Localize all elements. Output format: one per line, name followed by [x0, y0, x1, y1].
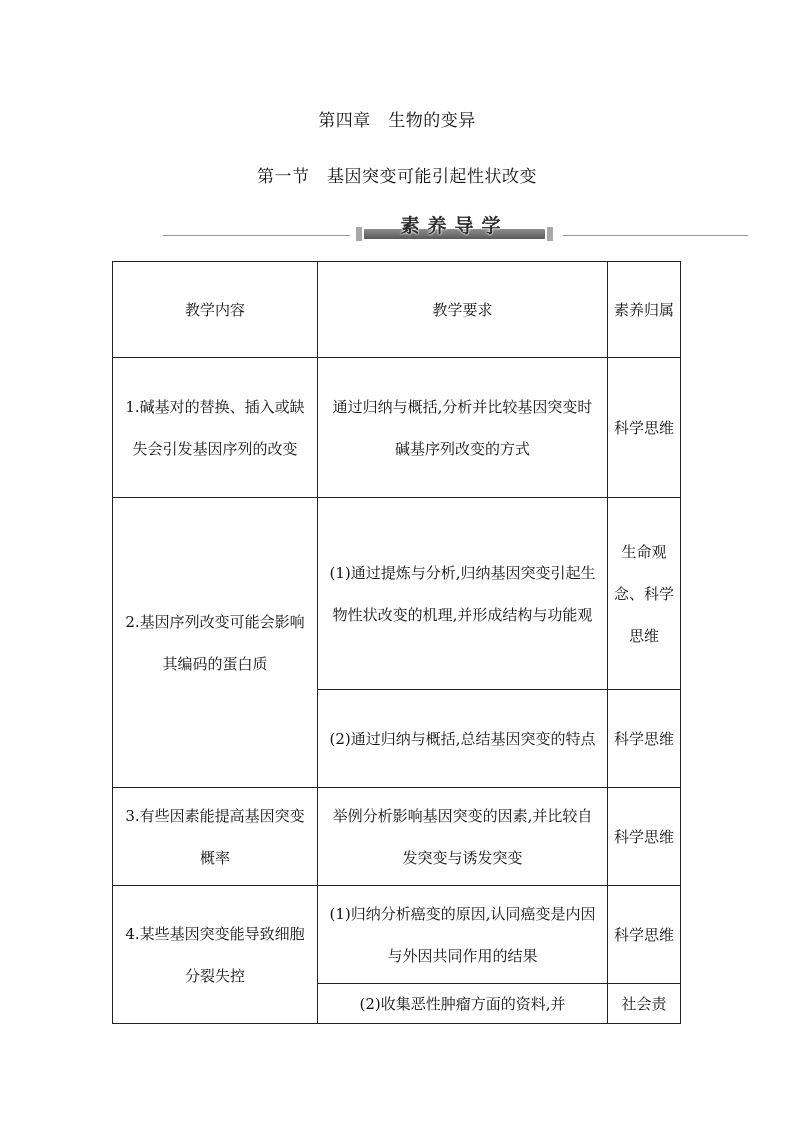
banner-divider-right: [563, 235, 748, 236]
header-literacy: 素养归属: [608, 262, 681, 358]
header-content: 教学内容: [113, 262, 318, 358]
row-requirement: (1)归纳分析癌变的原因,认同癌变是内因与外因共同作用的结果: [318, 886, 608, 984]
row-literacy: 生命观念、科学思维: [608, 498, 681, 690]
section-title: 第一节 基因突变可能引起性状改变: [257, 167, 537, 187]
row-literacy: 科学思维: [608, 690, 681, 788]
table-row: [113, 358, 681, 498]
table-row: [113, 498, 681, 690]
banner-label: 素养导学: [400, 215, 509, 237]
row-literacy: 社会责: [608, 984, 681, 1024]
table-row: [113, 788, 681, 886]
row-requirement: 举例分析影响基因突变的因素,并比较自发突变与诱发突变: [318, 788, 608, 886]
row-content: 4.某些基因突变能导致细胞分裂失控: [113, 886, 318, 1024]
banner-divider-left: [163, 235, 350, 236]
literacy-banner: [356, 210, 553, 244]
row-literacy: 科学思维: [608, 886, 681, 984]
row-literacy: 科学思维: [608, 788, 681, 886]
row-requirement: 通过归纳与概括,分析并比较基因突变时碱基序列改变的方式: [318, 358, 608, 498]
row-content: 3.有些因素能提高基因突变概率: [113, 788, 318, 886]
row-content: 1.碱基对的替换、插入或缺失会引发基因序列的改变: [113, 358, 318, 498]
row-requirement: (2)通过归纳与概括,总结基因突变的特点: [318, 690, 608, 788]
row-requirement: (1)通过提炼与分析,归纳基因突变引起生物性状改变的机理,并形成结构与功能观: [318, 498, 608, 690]
row-literacy: 科学思维: [608, 358, 681, 498]
table-row: [113, 886, 681, 984]
row-requirement: (2)收集恶性肿瘤方面的资料,并: [318, 984, 608, 1024]
header-requirement: 教学要求: [318, 262, 608, 358]
chapter-title: 第四章 生物的变异: [318, 111, 476, 131]
teaching-table: [112, 261, 681, 1024]
row-content: 2.基因序列改变可能会影响其编码的蛋白质: [113, 498, 318, 788]
table-header-row: [113, 262, 681, 358]
